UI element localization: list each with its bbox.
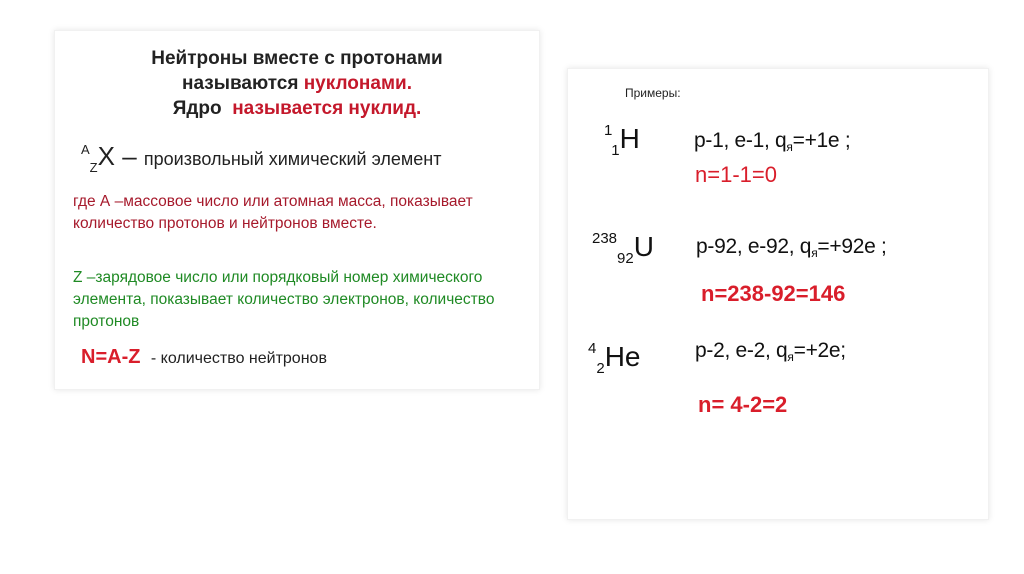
formula-description: произвольный химический элемент — [143, 149, 442, 169]
general-formula — [81, 141, 442, 175]
heading-text-3a: Ядро — [172, 98, 233, 119]
heading-line-3 — [55, 96, 539, 121]
formula-charge-number: Z — [89, 160, 98, 175]
uranium-props-b: =+92e ; — [817, 235, 887, 258]
helium-charge: 2 — [596, 360, 605, 377]
formula-symbol: X — [97, 141, 115, 171]
heading-text-2a: называются — [182, 73, 304, 94]
uranium-nuclide — [592, 230, 654, 267]
helium-symbol: He — [604, 341, 641, 372]
hydrogen-properties — [694, 129, 850, 153]
heading-text-1: Нейтроны вместе с протонами — [151, 48, 443, 69]
helium-props-q: я — [787, 350, 794, 364]
hydrogen-symbol: H — [619, 123, 640, 154]
nuclide-term: называется нуклид. — [232, 98, 422, 119]
examples-panel — [567, 68, 989, 520]
formula-dash: – — [114, 141, 144, 171]
hydrogen-charge: 1 — [611, 142, 620, 159]
mass-number-description: где А –массовое число или атомная масса, показывает количество протонов и нейтронов вместе. — [73, 193, 473, 232]
hydrogen-nuclide — [604, 122, 640, 159]
definitions-panel — [54, 30, 540, 390]
helium-properties — [695, 339, 846, 363]
hydrogen-props-b: =+1e ; — [792, 129, 851, 152]
heading-line-2 — [55, 71, 539, 96]
uranium-mass: 238 — [592, 230, 618, 247]
uranium-charge: 92 — [617, 250, 634, 267]
uranium-props-a: p-92, e-92, q — [696, 235, 812, 258]
uranium-props-q: я — [811, 246, 818, 260]
neutron-formula-description: - количество нейтронов — [150, 350, 327, 367]
helium-mass: 4 — [588, 340, 597, 357]
neutron-formula: N=A-Z — [81, 346, 141, 368]
helium-nuclide — [588, 340, 641, 377]
hydrogen-props-a: p-1, e-1, q — [694, 129, 787, 152]
charge-number-description: Z –зарядовое число или порядковый номер химического элемента, показывает количество электронов, количество протонов — [73, 269, 495, 330]
helium-props-b: =+2e; — [793, 339, 846, 362]
formula-mass-number: A — [81, 142, 90, 157]
uranium-properties — [696, 235, 887, 259]
helium-props-a: p-2, e-2, q — [695, 339, 788, 362]
neutron-formula-line — [81, 346, 327, 369]
nucleons-term: нуклонами. — [303, 73, 412, 94]
hydrogen-props-q: я — [786, 140, 793, 154]
uranium-calc: n=238-92=146 — [701, 281, 846, 306]
hydrogen-mass: 1 — [604, 122, 612, 139]
helium-calc: n= 4-2=2 — [698, 392, 788, 417]
uranium-symbol: U — [633, 231, 654, 262]
examples-label: Примеры: — [625, 86, 681, 100]
hydrogen-calc: n=1-1=0 — [695, 162, 777, 187]
heading-line-1 — [55, 46, 539, 71]
